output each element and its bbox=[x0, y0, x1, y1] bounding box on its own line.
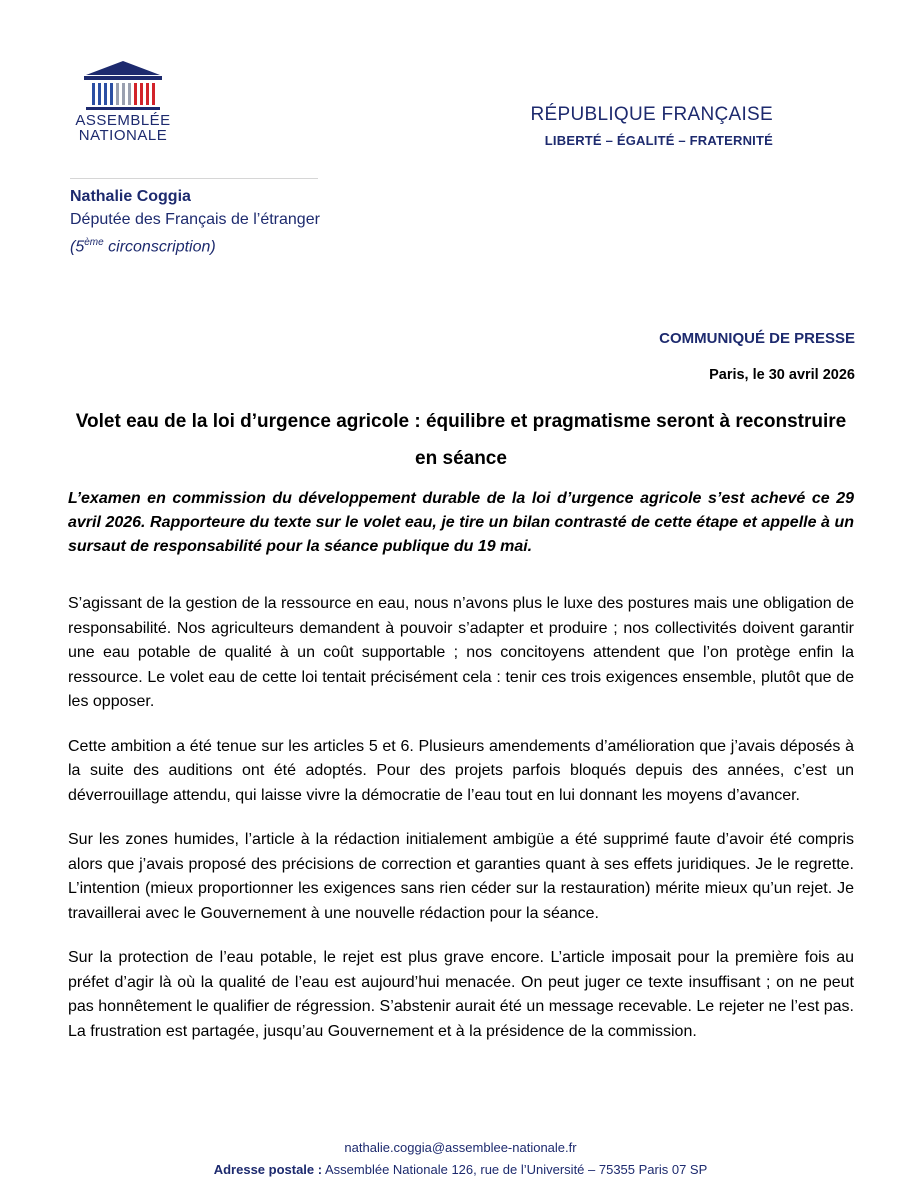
constituency-open: (5 bbox=[70, 238, 85, 256]
body-paragraph: Sur les zones humides, l’article à la rédaction initialement ambigüe a été supprimé faute d’avoir été compris alors que j’avais proposé des précisions de correction et garanties quant à ses effets juridiques. Je le regrette. L’intention (mieux proportionner les exigences sans rien céder sur la restauration) mérite mieux qu’un rejet. Je travaillerai avec le Gouvernement à une nouvelle rédaction pour la séance. bbox=[68, 831, 854, 922]
author-role: Députée des Français de l’étranger bbox=[70, 211, 320, 228]
address-label: Adresse postale : bbox=[213, 1162, 323, 1177]
footer-email: nathalie.coggia@assemblee-nationale.fr bbox=[344, 1140, 577, 1155]
header-divider bbox=[70, 178, 318, 179]
release-date: Paris, le 30 avril 2026 bbox=[709, 367, 855, 383]
body-paragraph: Sur la protection de l’eau potable, le rejet est plus grave encore. L’article imposait pour la première fois au préfet d’agir là où la qualité de l’eau est aujourd’hui menacée. On peut juger ce texte insuffisant ; on ne peut pas honnêtement le qualifier de régression. S’abstenir aurait été un message recevable. Le rejeter ne l’est pas. La frustration est partagée, jusqu’au Gouvernement et à la présidence de la commission. bbox=[68, 949, 854, 1040]
assemblee-nationale-logo bbox=[70, 55, 176, 145]
address-text: Assemblée Nationale 126, rue de l’Université – 75355 Paris 07 SP bbox=[322, 1162, 708, 1177]
press-release-label: COMMUNIQUÉ DE PRESSE bbox=[659, 330, 855, 347]
body-paragraph: Cette ambition a été tenue sur les articles 5 et 6. Plusieurs amendements d’amélioration que j’avais déposés à la suite des auditions ont été adoptés. Pour des projets parfois bloqués depuis des années, c’est un déverrouillage attendu, qui laisse vivre la démocratie de l’eau tout en lui donnant les moyens d’avancer. bbox=[68, 737, 854, 804]
footer bbox=[0, 1137, 921, 1181]
release-body bbox=[68, 592, 854, 1064]
logo-line-2: NATIONALE bbox=[78, 127, 168, 144]
logo-line-1: ASSEMBLÉE bbox=[75, 112, 171, 129]
constituency-rest: circonscription) bbox=[103, 238, 216, 256]
republic-name: RÉPUBLIQUE FRANÇAISE bbox=[530, 104, 773, 125]
republic-header bbox=[531, 104, 774, 148]
author-block bbox=[70, 185, 320, 258]
author-constituency bbox=[70, 231, 320, 258]
republic-motto: LIBERTÉ – ÉGALITÉ – FRATERNITÉ bbox=[544, 133, 773, 148]
release-lead: L’examen en commission du développement durable de la loi d’urgence agricole s’est achevé ce 29 avril 2026. Rapporteure du texte sur le volet eau, je tire un bilan contrasté de cette étape et appelle à un sursaut de responsabilité pour la séance publique du 19 mai. bbox=[68, 490, 854, 555]
footer-address bbox=[0, 1159, 921, 1181]
hemicycle-icon bbox=[70, 55, 176, 113]
body-paragraph: S’agissant de la gestion de la ressource en eau, nous n’avons plus le luxe des postures mais une obligation de responsabilité. Nos agriculteurs demandent à pouvoir s’adapter et produire ; nos collectivités doivent garantir une eau potable de qualité à un coût supportable ; nos concitoyens attendent que l’on protège enfin la ressource. Le volet eau de cette loi tentait précisément cela : tenir ces trois exigences ensemble, plutôt que de les opposer. bbox=[68, 595, 854, 710]
constituency-suffix: ème bbox=[84, 237, 104, 248]
release-title: Volet eau de la loi d’urgence agricole : équilibre et pragmatisme seront à reconstruire en séance bbox=[75, 411, 847, 469]
author-name: Nathalie Coggia bbox=[70, 188, 191, 205]
